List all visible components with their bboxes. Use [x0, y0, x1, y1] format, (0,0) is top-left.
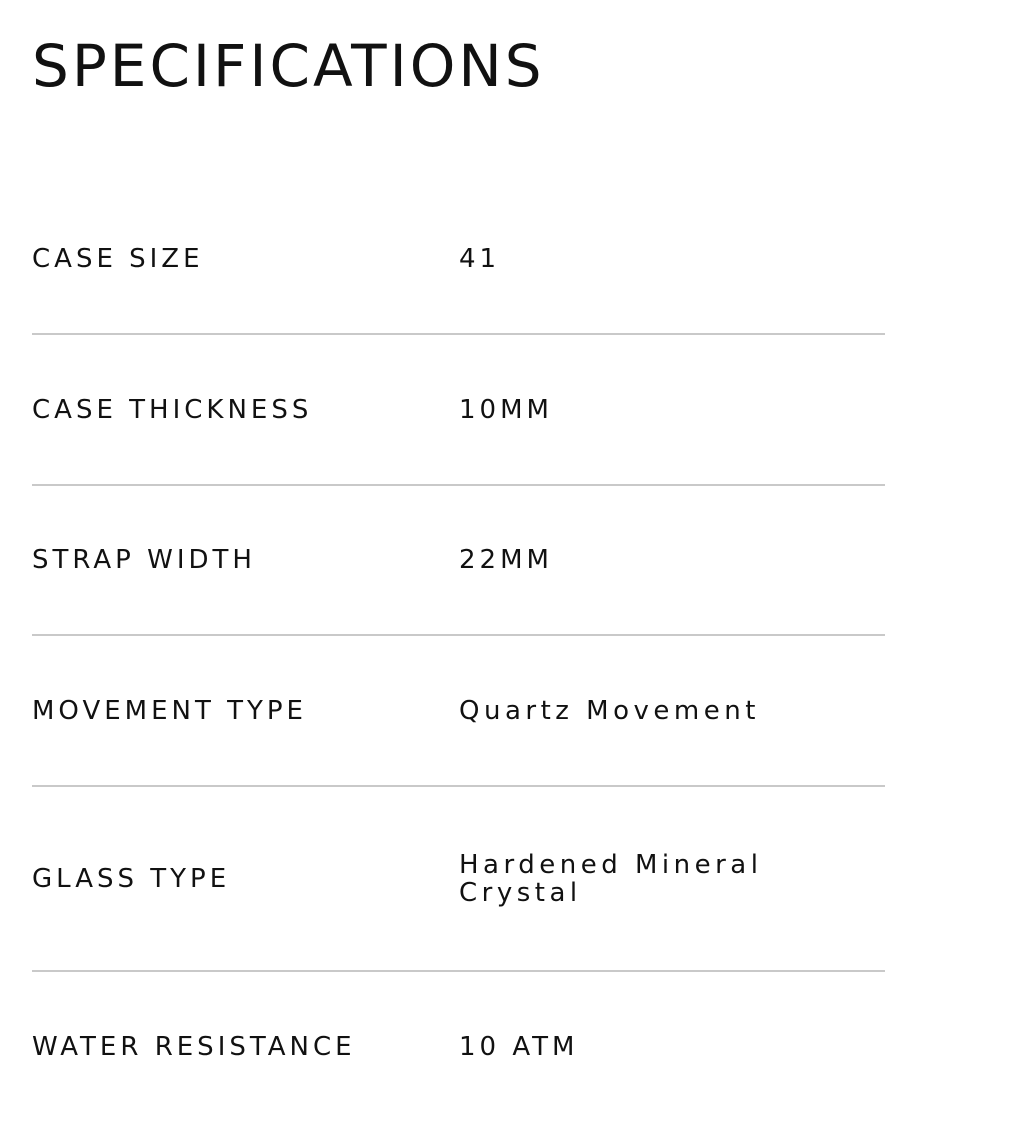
spec-label: STRAP WIDTH — [32, 545, 256, 575]
specifications-table — [32, 185, 885, 1122]
spec-label: CASE THICKNESS — [32, 394, 313, 425]
spec-row-strap-width — [32, 486, 885, 636]
spec-value: 10MM — [459, 394, 553, 425]
spec-label: GLASS TYPE — [32, 863, 231, 894]
spec-value: Hardened Mineral Crystal — [459, 849, 763, 908]
spec-value: 10 ATM — [459, 1032, 579, 1062]
spec-row-movement-type — [32, 636, 885, 787]
spec-row-case-thickness — [32, 335, 885, 486]
page-title: SPECIFICATIONS — [32, 32, 545, 100]
spec-label: CASE SIZE — [32, 244, 204, 274]
spec-value: 22MM — [459, 545, 553, 575]
spec-value: Quartz Movement — [459, 695, 760, 726]
spec-row-glass-type — [32, 787, 885, 972]
spec-label: WATER RESISTANCE — [32, 1032, 356, 1062]
spec-value: 41 — [459, 244, 501, 274]
spec-row-case-size — [32, 185, 885, 335]
spec-label: MOVEMENT TYPE — [32, 695, 307, 726]
spec-row-water-resistance — [32, 972, 885, 1122]
